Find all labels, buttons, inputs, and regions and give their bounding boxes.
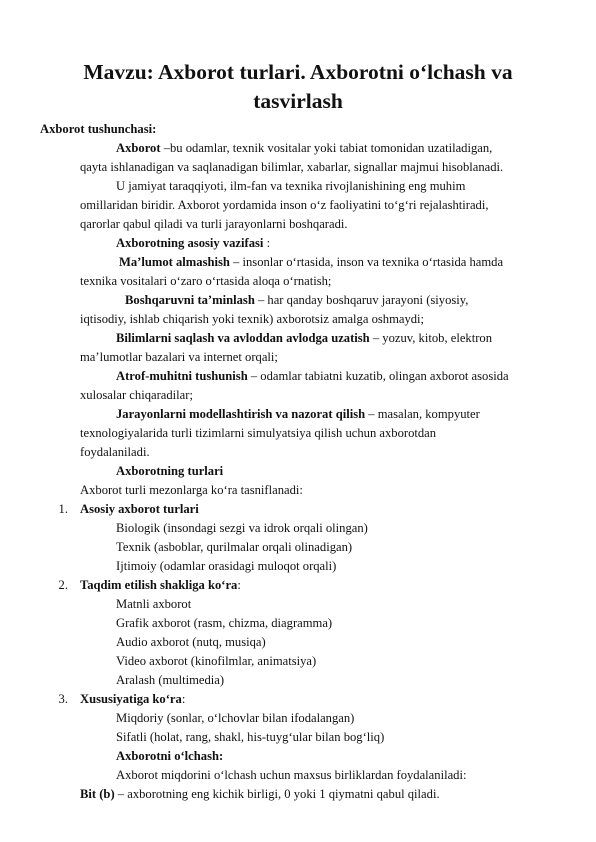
list-heading: Xususiyatiga ko‘ra: [80,692,186,706]
task-item: Boshqaruvni ta’minlash – har qanday boshqaruv jarayoni (siyosiy, [125,293,469,307]
list-heading: Taqdim etilish shakliga ko‘ra: [80,578,241,592]
task-item: Atrof-muhitni tushunish – odamlar tabiatni kuzatib, olingan axborot asosida [116,369,509,383]
list-item: Video axborot (kinofilmlar, animatsiya) [116,654,317,668]
task-item-cont: xulosalar chiqaradilar; [80,388,193,402]
types-intro: Axborot turli mezonlarga ko‘ra tasniflanadi: [80,483,303,497]
task-item: Ma’lumot almashish – insonlar o‘rtasida, inson va texnika o‘rtasida hamda [119,255,504,269]
measure-heading: Axborotni o‘lchash: [116,749,224,763]
list-item: Sifatli (holat, rang, shakl, his-tuyg‘ular bilan bog‘liq) [116,730,385,744]
tasks-heading-line: Axborotning asosiy vazifasi : [116,236,271,250]
measure-text: Axborot miqdorini o‘lchash uchun maxsus birliklardan foydalaniladi: [116,768,467,782]
list-item: Grafik axborot (rasm, chizma, diagramma) [116,616,333,630]
list-item: Aralash (multimedia) [116,673,225,687]
definition-term: Axborot [116,141,161,155]
definition-line-2: qayta ishlanadigan va saqlanadigan bilimlar, xabarlar, signallar majmui hisoblanadi. [80,160,504,174]
paragraph-line-1: U jamiyat taraqqiyoti, ilm-fan va texnika rivojlanishining eng muhim [116,179,466,193]
list-heading: Asosiy axborot turlari [80,502,199,516]
types-heading: Axborotning turlari [116,464,224,478]
list-item: Texnik (asboblar, qurilmalar orqali olinadigan) [116,540,353,554]
list-item: Audio axborot (nutq, musiqa) [116,635,266,649]
task-item-cont: foydalaniladi. [80,445,150,459]
section-heading: Axborot tushunchasi: [40,122,157,136]
definition-line-1: Axborot –bu odamlar, texnik vositalar yoki tabiat tomonidan uzatiladigan, [116,141,493,155]
task-item-cont: ma’lumotlar bazalari va internet orqali; [80,350,278,364]
bit-term: Bit (b) [80,787,115,801]
paragraph-line-2: omillaridan biridir. Axborot yordamida inson o‘z faoliyatini to‘g‘ri rejalashtiradi, [80,198,489,212]
list-number: 3. [58,692,68,706]
page-title: Mavzu: Axborot turlari. Axborotni o‘lchash va tasvirlash [83,60,513,113]
task-item-cont: iqtisodiy, ishlab chiqarish yoki texnik) axborotsiz amalga oshmaydi; [80,312,425,326]
task-item-cont: texnika vositalari o‘zaro o‘rtasida aloqa o‘rnatish; [80,274,332,288]
list-item: Biologik (insondagi sezgi va idrok orqali olingan) [116,521,368,535]
bit-definition: Bit (b) – axborotning eng kichik birligi, 0 yoki 1 qiymatni qabul qiladi. [80,787,440,801]
tasks-heading: Axborotning asosiy vazifasi [116,236,264,250]
list-number: 2. [58,578,68,592]
list-item: Ijtimoiy (odamlar orasidagi muloqot orqali) [116,559,337,573]
list-number: 1. [58,502,68,516]
list-item: Miqdoriy (sonlar, o‘lchovlar bilan ifodalangan) [116,711,355,725]
list-item: Matnli axborot [116,597,192,611]
task-item-cont: texnologiyalarida turli tizimlarni simulyatsiya qilish uchun axborotdan [80,426,437,440]
task-item: Bilimlarni saqlash va avloddan avlodga uzatish – yozuv, kitob, elektron [116,331,492,345]
task-item: Jarayonlarni modellashtirish va nazorat qilish – masalan, kompyuter [116,407,480,421]
paragraph-line-3: qarorlar qabul qiladi va turli jarayonlarni boshqaradi. [80,217,348,231]
